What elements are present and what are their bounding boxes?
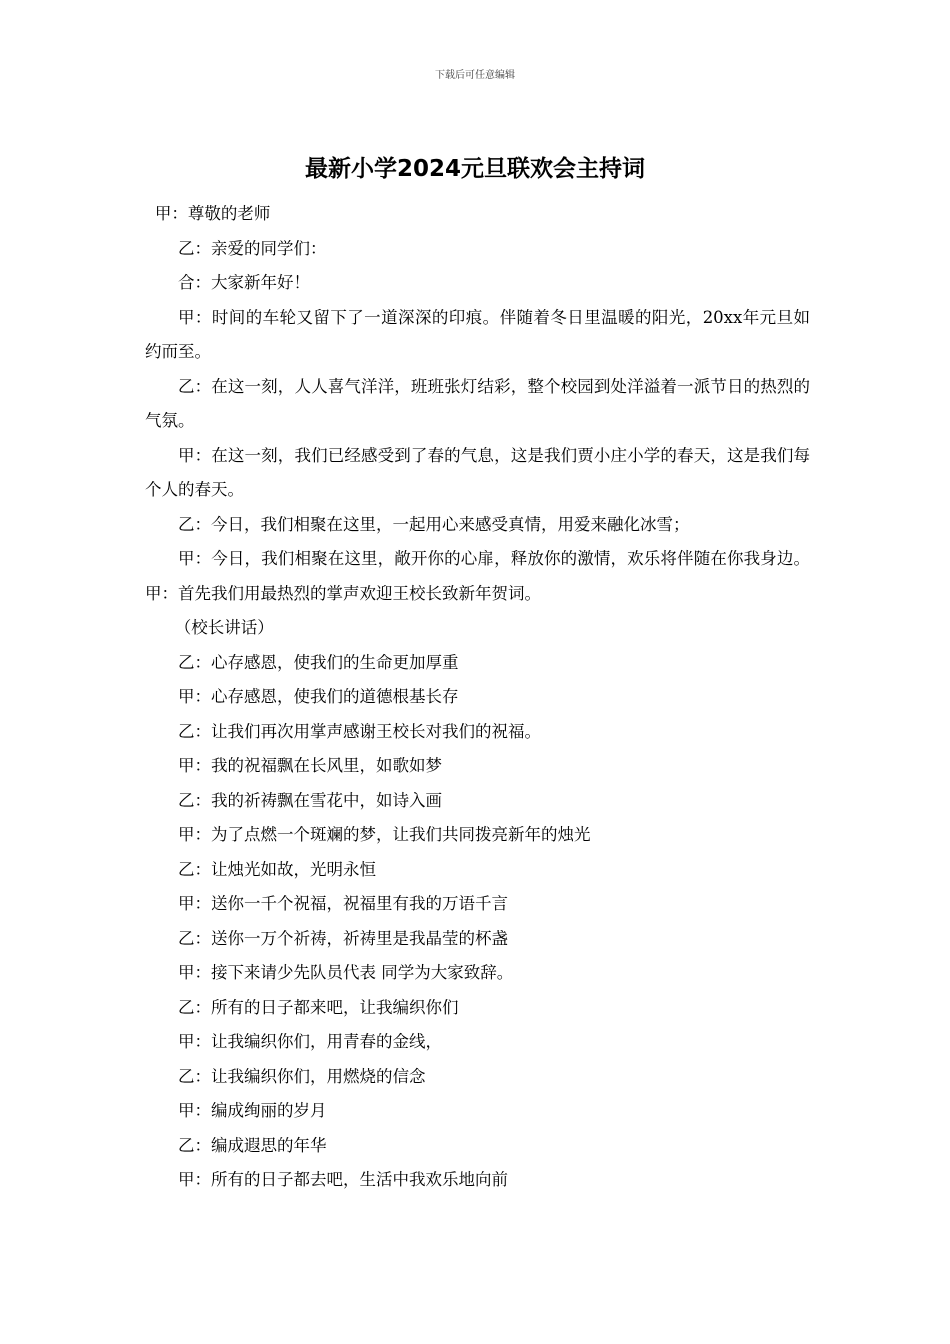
paragraph: 乙：让我编织你们，用燃烧的信念 [178, 1066, 426, 1086]
document-title: 最新小学2024元旦联欢会主持词 [304, 156, 645, 182]
paragraph: 甲：心存感恩，使我们的道德根基长存 [178, 687, 459, 706]
paragraph: 乙：让烛光如故，光明永恒 [178, 859, 376, 879]
paragraph: 乙：心存感恩，使我们的生命更加厚重 [178, 652, 459, 672]
paragraph: 甲：今日，我们相聚在这里，敞开你的心扉，释放你的激情，欢乐将伴随在你我身边。 甲：首先我们用最热烈的掌声欢迎王校长致新年贺词。 [145, 549, 810, 603]
paragraph: 甲：尊敬的老师 [154, 204, 271, 223]
paragraph: 甲：时间的车轮又留下了一道深深的印痕。伴随着冬日里温暖的阳光，20xx年元旦如约而至。 [145, 307, 810, 361]
paragraph: 甲：我的祝福飘在长风里，如歌如梦 [178, 756, 442, 775]
paragraph: 乙：亲爱的同学们： [178, 238, 327, 258]
paragraph: 甲：接下来请少先队员代表 同学为大家致辞。 [178, 963, 514, 982]
paragraph: 乙：所有的日子都来吧，让我编织你们 [178, 997, 459, 1017]
paragraph: 合：大家新年好！ [178, 273, 310, 292]
paragraph: 乙：今日，我们相聚在这里，一起用心来感受真情，用爱来融化冰雪； [178, 514, 690, 534]
document-body [145, 197, 810, 1198]
paragraph: 甲：让我编织你们，用青春的金线， [178, 1032, 442, 1051]
paragraph: 乙：送你一万个祈祷，祈祷里是我晶莹的杯盏 [178, 928, 508, 948]
paragraph: 甲：编成绚丽的岁月 [178, 1101, 327, 1120]
paragraph: 乙：在这一刻，人人喜气洋洋，班班张灯结彩，整个校园到处洋溢着一派节日的热烈的气氛。 [145, 376, 810, 430]
paragraph: 甲：为了点燃一个斑斓的梦，让我们共同拨亮新年的烛光 [178, 825, 591, 844]
paragraph: 乙：让我们再次用掌声感谢王校长对我们的祝福。 [178, 721, 541, 741]
paragraph: 甲：在这一刻，我们已经感受到了春的气息，这是我们贾小庄小学的春天，这是我们每个人的春天。 [145, 445, 810, 499]
paragraph: 乙：编成遐思的年华 [178, 1135, 327, 1155]
paragraph: 甲：所有的日子都去吧，生活中我欢乐地向前 [178, 1170, 508, 1189]
paragraph: 甲：送你一千个祝福，祝福里有我的万语千言 [178, 894, 508, 913]
header-note: 下载后可任意编辑 [435, 70, 515, 81]
stage-direction: （校长讲话） [174, 618, 274, 637]
paragraph: 乙：我的祈祷飘在雪花中，如诗入画 [178, 790, 442, 810]
